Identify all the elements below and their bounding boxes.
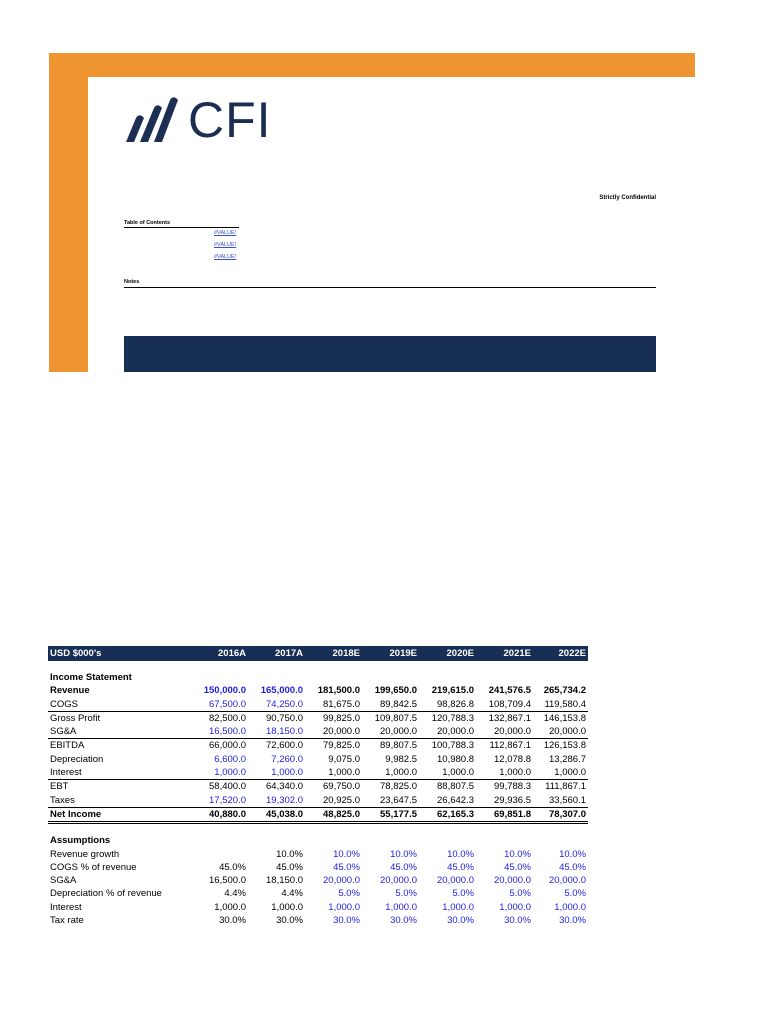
assumption-cell[interactable]: 30.0%: [504, 915, 531, 927]
assumption-cell[interactable]: 30.0%: [219, 915, 246, 927]
income-cell[interactable]: 89,842.5: [380, 698, 417, 710]
table-row: [48, 738, 588, 752]
toc-link-2[interactable]: #VALUE!: [214, 242, 237, 248]
orange-header-bar: [49, 53, 695, 77]
table-row: [48, 711, 588, 725]
income-cell[interactable]: 82,500.0: [209, 712, 246, 724]
year-header: 2021E: [503, 648, 531, 659]
toc-underline: [124, 227, 239, 228]
income-cell[interactable]: 20,925.0: [323, 794, 360, 806]
income-cell[interactable]: 6,600.0: [214, 753, 246, 765]
income-cell[interactable]: 45,038.0: [266, 808, 303, 820]
assumption-cell[interactable]: 16,500.0: [209, 875, 246, 887]
assumption-cell[interactable]: 10.0%: [333, 848, 360, 860]
income-cell[interactable]: 7,260.0: [271, 753, 303, 765]
row-label: Revenue growth: [50, 848, 120, 860]
row-label: Revenue: [50, 685, 90, 697]
income-cell[interactable]: 12,078.8: [494, 753, 531, 765]
cfi-logo: [120, 92, 272, 148]
income-cell[interactable]: 20,000.0: [437, 726, 474, 738]
row-label: Depreciation: [50, 753, 104, 765]
year-header: 2017A: [275, 648, 303, 659]
row-label: EBITDA: [50, 740, 85, 752]
assumption-cell[interactable]: 45.0%: [390, 861, 417, 873]
table-row: [48, 807, 588, 824]
confidential-label: Strictly Confidential: [599, 195, 656, 201]
income-cell[interactable]: 112,867.1: [489, 740, 531, 752]
income-cell[interactable]: 1,000.0: [442, 767, 474, 779]
income-cell[interactable]: 20,000.0: [323, 726, 360, 738]
orange-side-bar: [49, 53, 88, 372]
assumption-cell[interactable]: 30.0%: [276, 915, 303, 927]
table-row: [48, 914, 588, 927]
table-row: [48, 779, 588, 793]
income-cell[interactable]: 9,075.0: [328, 753, 360, 765]
income-cell[interactable]: 132,867.1: [488, 712, 531, 724]
assumption-cell[interactable]: 10.0%: [390, 848, 417, 860]
table-row: [48, 794, 588, 807]
income-cell[interactable]: 20,000.0: [380, 726, 417, 738]
assumption-cell[interactable]: 45.0%: [447, 861, 474, 873]
toc-link-1[interactable]: #VALUE!: [214, 230, 237, 236]
income-cell[interactable]: 10,980.8: [437, 753, 474, 765]
assumption-cell[interactable]: 5.0%: [452, 888, 474, 900]
income-cell[interactable]: 1,000.0: [554, 767, 586, 779]
row-label: Tax rate: [50, 915, 84, 927]
table-row: [48, 848, 588, 861]
income-cell[interactable]: 69,750.0: [323, 781, 360, 793]
year-header: 2019E: [389, 648, 417, 659]
assumption-cell[interactable]: 18,150.0: [266, 875, 303, 887]
notes-underline: [124, 287, 656, 288]
toc-title: Table of Contents: [124, 220, 171, 226]
row-label: SG&A: [50, 875, 77, 887]
assumption-cell[interactable]: 45.0%: [504, 861, 531, 873]
income-cell[interactable]: 40,880.0: [209, 808, 246, 820]
income-cell[interactable]: 99,825.0: [323, 712, 360, 724]
income-cell[interactable]: 74,250.0: [266, 698, 303, 710]
income-cell[interactable]: 98,826.8: [437, 698, 474, 710]
unit-label: USD $000's: [50, 648, 102, 659]
assumption-cell[interactable]: 10.0%: [447, 848, 474, 860]
income-cell[interactable]: 1,000.0: [214, 767, 246, 779]
assumption-cell[interactable]: 45.0%: [333, 861, 360, 873]
income-cell[interactable]: 17,520.0: [209, 794, 246, 806]
notes-title: Notes: [124, 279, 140, 285]
assumption-cell[interactable]: 30.0%: [559, 915, 586, 927]
assumption-cell[interactable]: 20,000.0: [494, 875, 531, 887]
year-header: 2022E: [558, 648, 586, 659]
income-cell[interactable]: 111,867.1: [545, 781, 586, 793]
income-cell[interactable]: 72,600.0: [266, 740, 303, 752]
income-cell[interactable]: 18,150.0: [266, 726, 303, 738]
income-cell[interactable]: 81,675.0: [323, 698, 360, 710]
table-row: [48, 725, 588, 738]
section-title: Income Statement: [50, 672, 132, 683]
assumption-cell[interactable]: 1,000.0: [214, 901, 246, 913]
table-row: [48, 753, 588, 766]
income-cell[interactable]: 146,153.8: [543, 712, 586, 724]
assumption-cell[interactable]: 5.0%: [564, 888, 586, 900]
logo-text: CFI: [188, 92, 272, 148]
year-header: 2018E: [332, 648, 360, 659]
income-cell[interactable]: 16,500.0: [209, 726, 246, 738]
table-row: [48, 901, 588, 914]
row-label: Interest: [50, 767, 82, 779]
income-cell[interactable]: 67,500.0: [209, 698, 246, 710]
row-label: Taxes: [50, 794, 75, 806]
assumption-cell[interactable]: 10.0%: [504, 848, 531, 860]
assumption-cell[interactable]: 45.0%: [219, 861, 246, 873]
income-cell[interactable]: 181,500.0: [317, 685, 360, 697]
table-row: [48, 887, 588, 900]
income-cell[interactable]: 165,000.0: [260, 685, 303, 697]
row-label: COGS % of revenue: [50, 861, 137, 873]
income-cell[interactable]: 78,825.0: [380, 781, 417, 793]
income-cell[interactable]: 90,750.0: [266, 712, 303, 724]
assumption-cell[interactable]: 4.4%: [224, 888, 246, 900]
table-row: [48, 698, 588, 711]
income-cell[interactable]: 78,307.0: [549, 808, 586, 820]
income-cell[interactable]: 150,000.0: [203, 685, 246, 697]
income-cell[interactable]: 1,000.0: [499, 767, 531, 779]
assumptions-title: [48, 834, 588, 847]
table-header-row: [48, 646, 588, 661]
row-label: Interest: [50, 901, 82, 913]
assumption-cell[interactable]: 30.0%: [390, 915, 417, 927]
assumption-cell[interactable]: 10.0%: [276, 848, 303, 860]
assumption-cell[interactable]: 45.0%: [559, 861, 586, 873]
assumption-cell[interactable]: 4.4%: [281, 888, 303, 900]
toc-link-3[interactable]: #VALUE!: [214, 254, 237, 260]
assumption-cell[interactable]: 1,000.0: [442, 901, 474, 913]
year-header: 2016A: [218, 648, 246, 659]
assumption-cell[interactable]: 20,000.0: [323, 875, 360, 887]
assumption-cell[interactable]: 10.0%: [559, 848, 586, 860]
assumption-cell[interactable]: 20,000.0: [380, 875, 417, 887]
income-cell[interactable]: 23,647.5: [380, 794, 417, 806]
income-cell[interactable]: 120,788.3: [431, 712, 474, 724]
assumption-cell[interactable]: 30.0%: [447, 915, 474, 927]
row-label: SG&A: [50, 726, 77, 738]
income-cell[interactable]: 119,580.4: [544, 698, 586, 710]
income-cell[interactable]: 66,000.0: [209, 740, 246, 752]
income-cell[interactable]: 1,000.0: [328, 767, 360, 779]
assumption-cell[interactable]: 1,000.0: [385, 901, 417, 913]
table-row: [48, 766, 588, 779]
cfi-logo-mark-icon: [120, 96, 182, 144]
spacer: [48, 661, 588, 671]
income-cell[interactable]: 1,000.0: [271, 767, 303, 779]
income-cell[interactable]: 20,000.0: [549, 726, 586, 738]
assumption-cell[interactable]: 1,000.0: [271, 901, 303, 913]
income-cell[interactable]: 26,642.3: [437, 794, 474, 806]
income-cell[interactable]: 241,576.5: [488, 685, 531, 697]
spacer: [48, 824, 588, 834]
income-cell[interactable]: 99,788.3: [494, 781, 531, 793]
income-cell[interactable]: 69,851.8: [494, 808, 531, 820]
income-statement-title: [48, 671, 588, 684]
income-cell[interactable]: 19,302.0: [266, 794, 303, 806]
income-cell[interactable]: 62,165.3: [437, 808, 474, 820]
income-cell[interactable]: 265,734.2: [543, 685, 586, 697]
income-cell[interactable]: 55,177.5: [380, 808, 417, 820]
income-cell[interactable]: 219,615.0: [431, 685, 474, 697]
assumption-cell[interactable]: 1,000.0: [499, 901, 531, 913]
income-cell[interactable]: 88,807.5: [437, 781, 474, 793]
assumption-cell[interactable]: 45.0%: [276, 861, 303, 873]
assumption-cell[interactable]: 5.0%: [509, 888, 531, 900]
income-cell[interactable]: 100,788.3: [431, 740, 474, 752]
assumption-cell[interactable]: 20,000.0: [549, 875, 586, 887]
table-row: [48, 684, 588, 697]
row-label: EBT: [50, 781, 69, 793]
navy-banner: [124, 336, 656, 372]
assumption-cell[interactable]: 1,000.0: [328, 901, 360, 913]
income-cell[interactable]: 29,936.5: [494, 794, 531, 806]
table-row: [48, 874, 588, 887]
row-label: Gross Profit: [50, 712, 101, 724]
income-cell[interactable]: 79,825.0: [323, 740, 360, 752]
row-label: COGS: [50, 698, 78, 710]
income-cell[interactable]: 126,153.8: [543, 740, 586, 752]
income-cell[interactable]: 64,340.0: [266, 781, 303, 793]
section-title: Assumptions: [50, 835, 111, 847]
income-cell[interactable]: 109,807.5: [374, 712, 417, 724]
income-cell[interactable]: 33,560.1: [549, 794, 586, 806]
row-label: Net Income: [50, 808, 102, 820]
income-cell[interactable]: 1,000.0: [385, 767, 417, 779]
income-cell[interactable]: 13,286.7: [549, 753, 586, 765]
year-header: 2020E: [446, 648, 474, 659]
financial-table: [48, 646, 588, 927]
assumption-cell[interactable]: 5.0%: [338, 888, 360, 900]
income-cell[interactable]: 20,000.0: [494, 726, 531, 738]
income-cell[interactable]: 48,825.0: [323, 808, 360, 820]
income-cell[interactable]: 89,807.5: [380, 740, 417, 752]
income-cell[interactable]: 199,650.0: [374, 685, 417, 697]
table-row: [48, 861, 588, 874]
assumption-cell[interactable]: 1,000.0: [554, 901, 586, 913]
income-cell[interactable]: 108,709.4: [488, 698, 531, 710]
assumption-cell[interactable]: 20,000.0: [437, 875, 474, 887]
row-label: Depreciation % of revenue: [50, 888, 162, 900]
income-cell[interactable]: 58,400.0: [209, 781, 246, 793]
income-cell[interactable]: 9,982.5: [385, 753, 417, 765]
assumption-cell[interactable]: 5.0%: [395, 888, 417, 900]
assumption-cell[interactable]: 30.0%: [333, 915, 360, 927]
